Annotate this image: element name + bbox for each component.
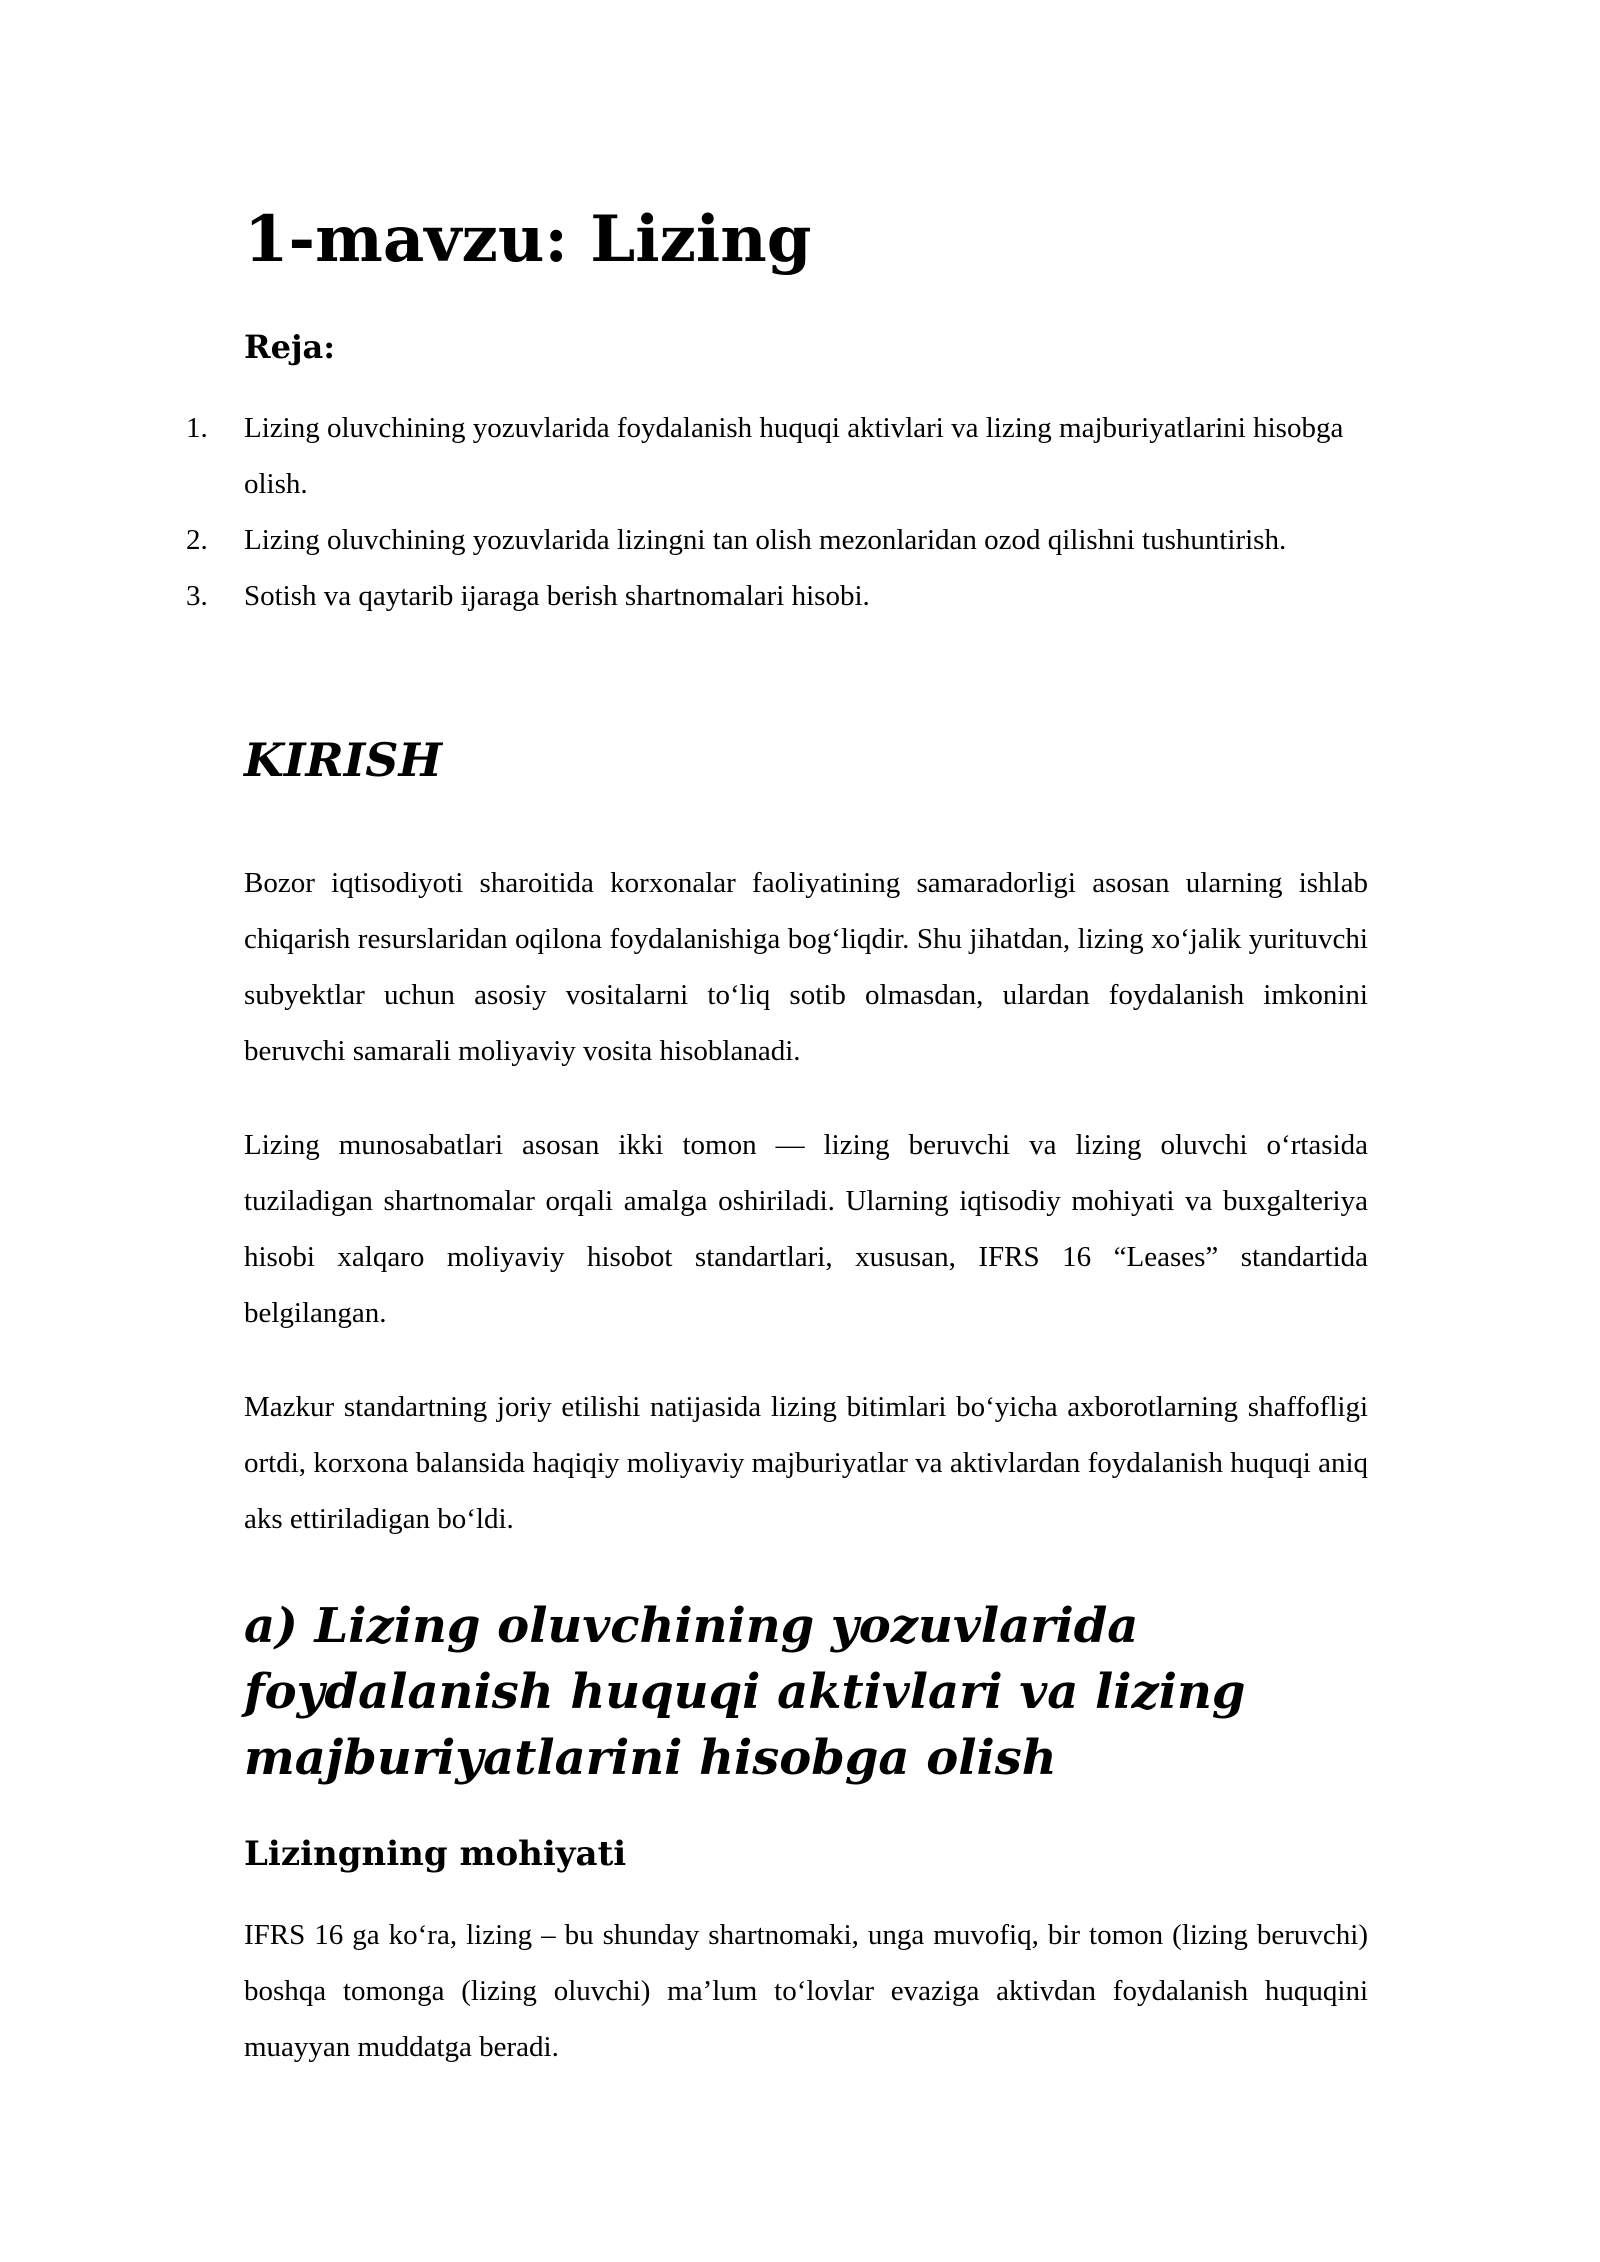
list-item xyxy=(186,400,1368,512)
intro-paragraph: Mazkur standartning joriy etilishi natijasida lizing bitimlari bo‘yicha axborotlarning shaffofligi ortdi, korxona balansida haqiqiy moliyaviy majburiyatlar va aktivlardan foydalanish huquqi aniq aks ettiriladigan bo‘ldi. xyxy=(244,1391,1368,1535)
list-item-number: 2. xyxy=(186,524,208,556)
intro-paragraph: Bozor iqtisodiyoti sharoitida korxonalar faoliyatining samaradorligi asosan ularning ishlab chiqarish resurslaridan oqilona foydalanishiga bog‘liqdir. Shu jihatdan, lizing xo‘jalik yurituvchi subyektlar uchun asosiy vositalarni to‘liq sotib olmasdan, ulardan foydalanish imkonini beruvchi samarali moliyaviy vosita hisoblanadi. xyxy=(244,867,1368,1067)
list-item-text: Lizing oluvchining yozuvlarida foydalanish huquqi aktivlari va lizing majburiyatlarini hisobga olish. xyxy=(244,412,1344,500)
list-item-text: Sotish va qaytarib ijaraga berish shartnomalari hisobi. xyxy=(244,580,870,612)
section-heading: a) Lizing oluvchining yozuvlarida foydalanish huquqi aktivlari va lizing majburiyatlarini hisobga olish xyxy=(244,1598,1246,1786)
list-item-number: 3. xyxy=(186,580,208,612)
list-item xyxy=(186,568,1368,624)
list-item-text: Lizing oluvchining yozuvlarida lizingni tan olish mezonlaridan ozod qilishni tushuntirish. xyxy=(244,524,1287,556)
list-item xyxy=(186,512,1368,568)
list-item-number: 1. xyxy=(186,412,208,444)
intro-paragraph: Lizing munosabatlari asosan ikki tomon — lizing beruvchi va lizing oluvchi o‘rtasida tuziladigan shartnomalar orqali amalga oshiriladi. Ularning iqtisodiy mohiyati va buxgalteriya hisobi xalqaro moliyaviy hisobot standartlari, xususan, IFRS 16 “Leases” standartida belgilangan. xyxy=(244,1129,1368,1329)
section-paragraph: IFRS 16 ga ko‘ra, lizing – bu shunday shartnomaki, unga muvofiq, bir tomon (lizing beruvchi) boshqa tomonga (lizing oluvchi) ma’lum to‘lovlar evaziga aktivdan foydalanish huquqini muayyan muddatga beradi. xyxy=(244,1919,1368,2063)
plan-list xyxy=(186,400,1368,624)
intro-heading: KIRISH xyxy=(244,733,442,787)
plan-heading: Reja: xyxy=(244,328,336,366)
page-title: 1-mavzu: Lizing xyxy=(244,202,812,277)
subsection-heading: Lizingning mohiyati xyxy=(244,1834,627,1874)
